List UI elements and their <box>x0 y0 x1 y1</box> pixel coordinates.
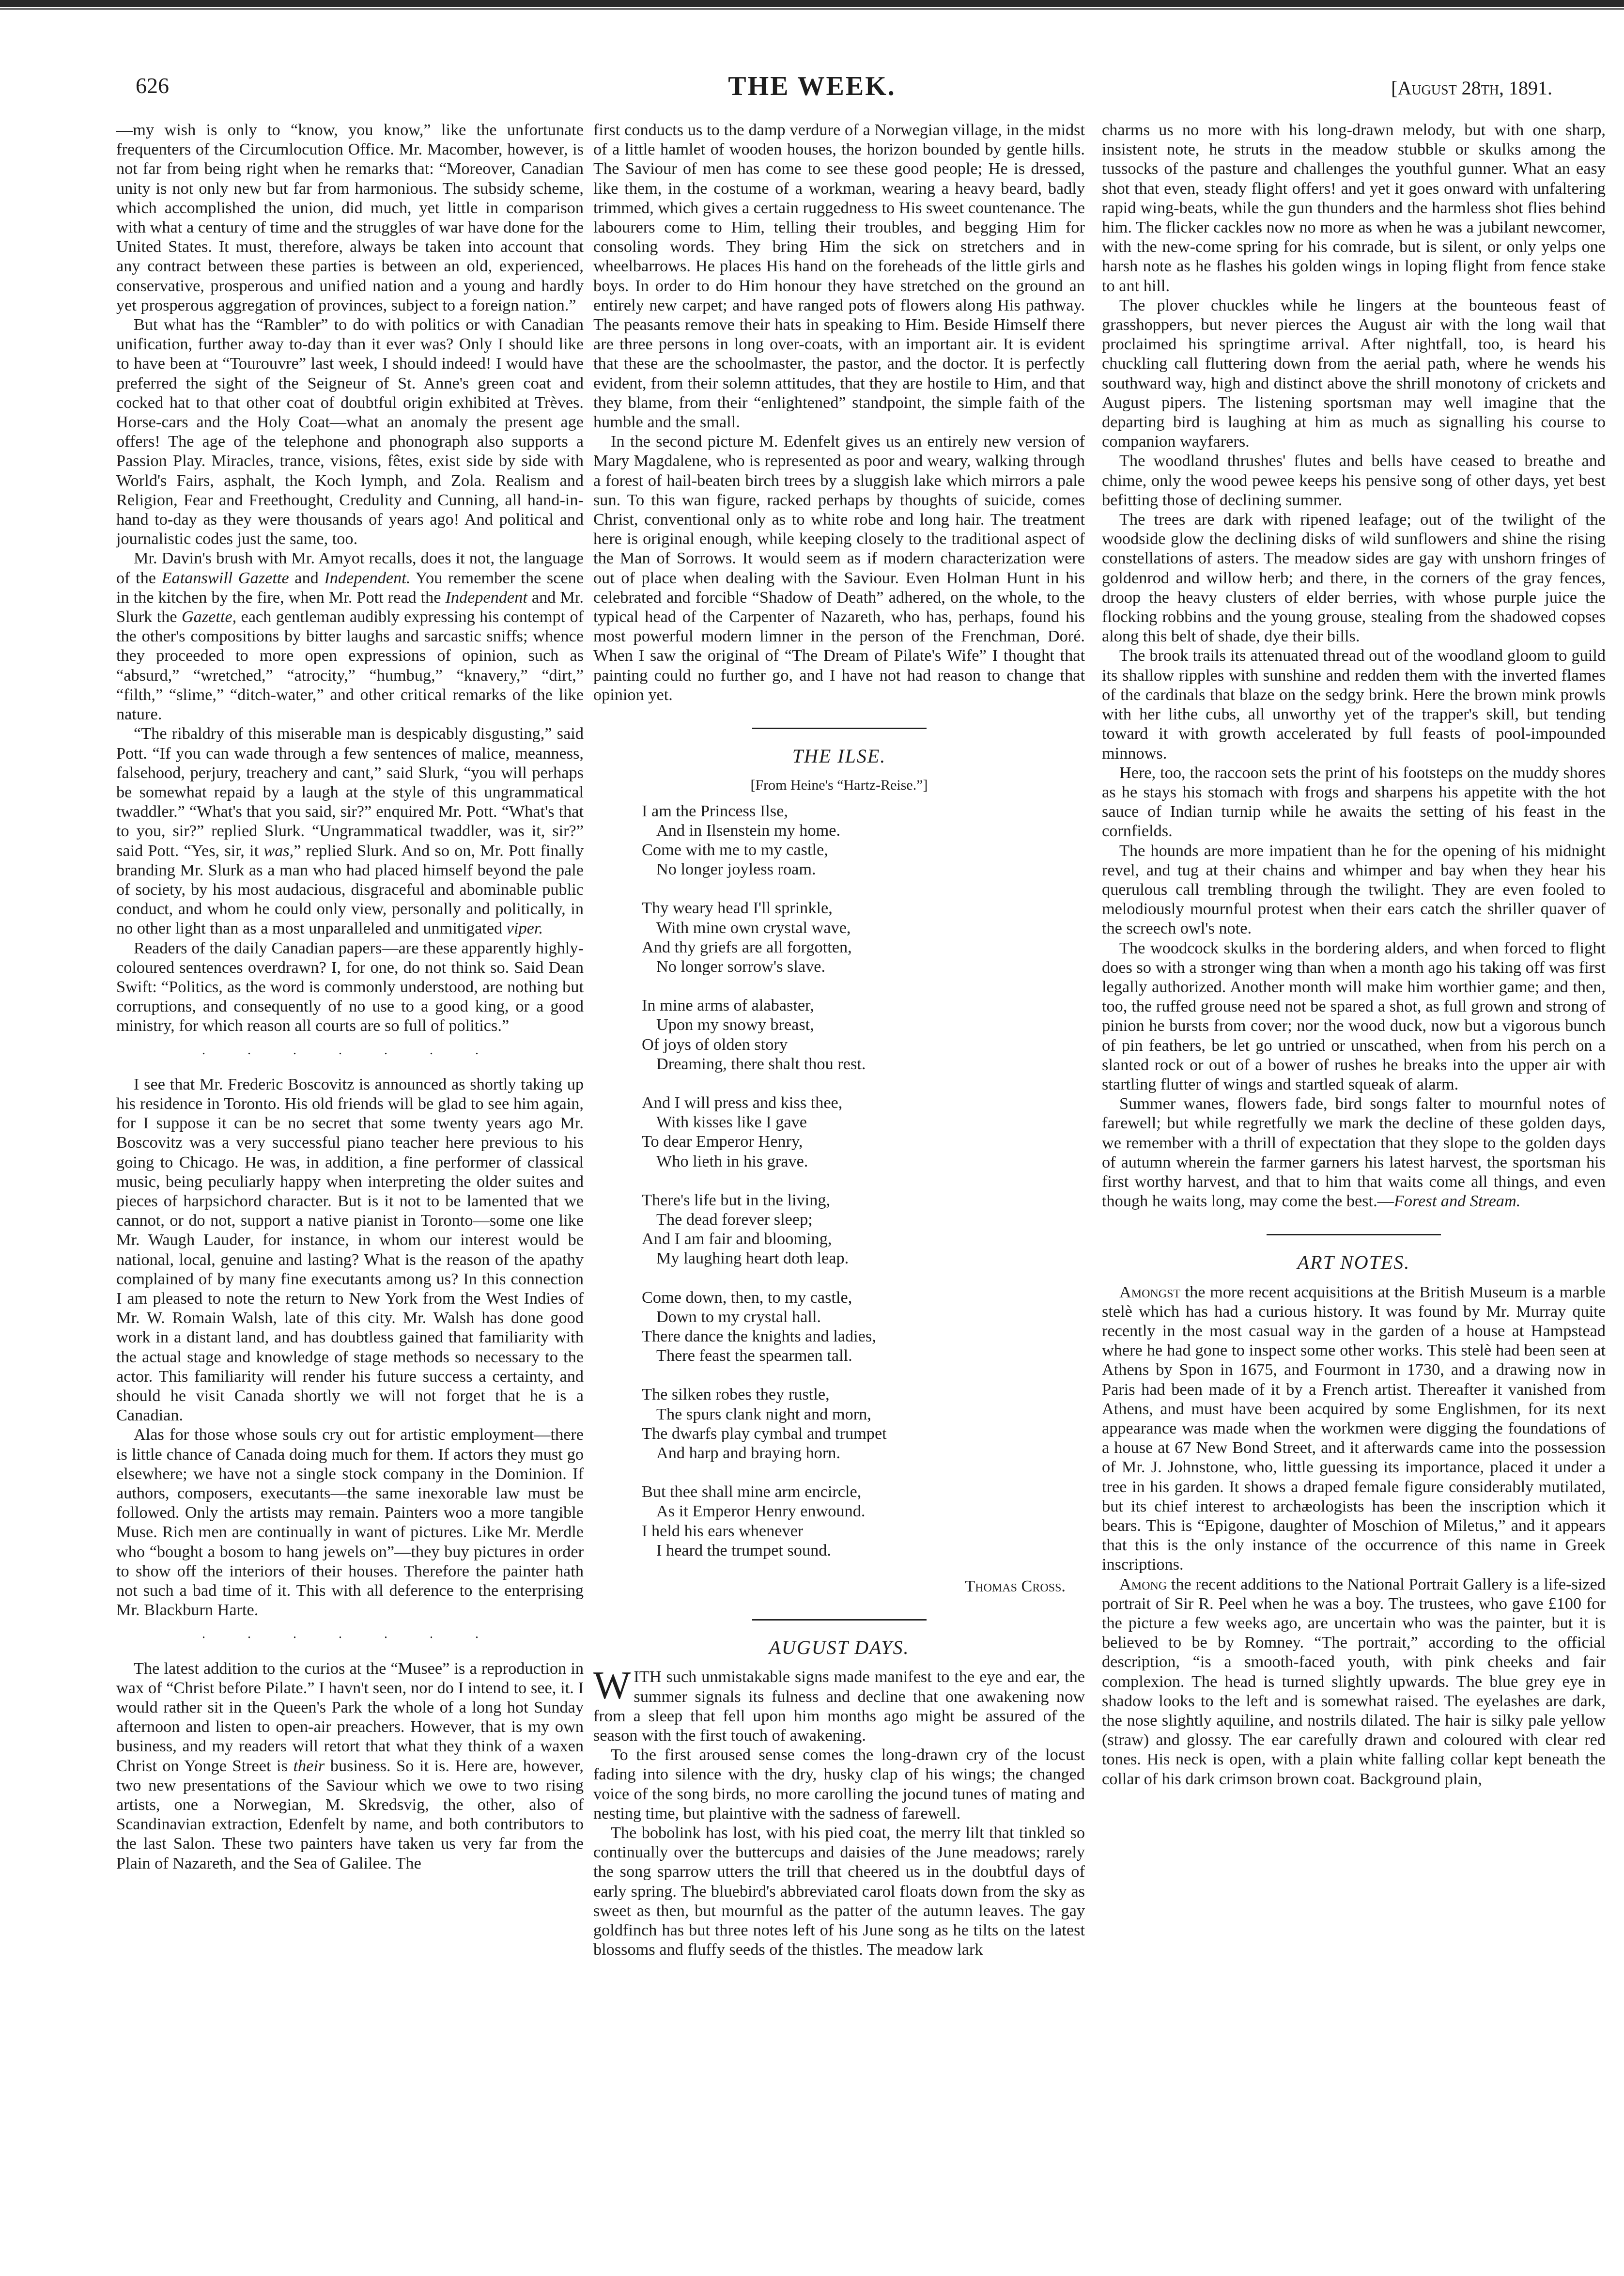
paragraph: Alas for those whose souls cry out for artistic employment—there is little chance of Canada doing much for them. If actors they must go elsewhere; we have not a single stock company in the Dominion. If authors, composers, executants—the same inexorable law must be followed. Only the artists may remain. Painters woo a more tangible Muse. Rich men are continually in want of pictures. Like Mr. Merdle who “bought a bosom to hang jewels on”—they buy pictures in order to show off the interiors of their houses. Therefore the painter hath not such a bad time of it. This with all deference to the enterprising Mr. Blackburn Harte. <box>116 1425 584 1620</box>
poem-line: Come with me to my castle, <box>642 840 828 859</box>
journal-title: THE WEEK. <box>728 71 896 101</box>
poem-stanza <box>642 1482 1085 1560</box>
top-border-thin <box>0 8 1624 10</box>
poem-line: The silken robes they rustle, <box>642 1385 830 1404</box>
poem-line: Dreaming, there shalt thou rest. <box>656 1054 866 1073</box>
section-separator: . . . . . . . <box>202 1626 498 1642</box>
poem-line: Come down, then, to my castle, <box>642 1288 852 1307</box>
column-3 <box>1102 120 1606 2247</box>
poem-stanza <box>642 1190 1085 1268</box>
divider-rule <box>1267 1234 1441 1235</box>
poem-line: The dead forever sleep; <box>656 1210 813 1229</box>
poem-line: To dear Emperor Henry, <box>642 1132 803 1151</box>
poem-line: There feast the spearmen tall. <box>656 1346 852 1365</box>
paragraph: The plover chuckles while he lingers at the bounteous feast of grasshoppers, but never pierces the August air with the long wail that proclaimed his springtime arrival. After nightfall, too, is heard his chuckling call fluttering down from the aerial path, where he wends his southward way, high and distinct above the shrill monotony of crickets and August pipers. The listening sportsman may well imagine that the departing bird is laughing at him as much as signalling his course to companion wayfarers. <box>1102 296 1606 451</box>
poem-line: The spurs clank night and morn, <box>656 1404 871 1423</box>
poem-author: Thomas Cross. <box>965 1577 1066 1595</box>
poem-line: With mine own crystal wave, <box>656 918 851 937</box>
poem-line: In mine arms of alabaster, <box>642 996 814 1015</box>
poem-line: As it Emperor Henry enwound. <box>656 1502 866 1521</box>
paragraph: first conducts us to the damp verdure of a Norwegian village, in the midst of a little hamlet of wooden houses, the horizon bounded by gentle hills. The Saviour of men has come to see these good people; He is dressed, like them, in the costume of a workman, wearing a heavy beard, badly trimmed, which gives a certain ruggedness to His sweet countenance. The labourers come to Him, telling their troubles, and begging Him for consoling words. They bring Him the sick on stretchers and in wheelbarrows. He places His hand on the foreheads of the little girls and boys. In order to do Him honour they have stretched on the ground an entirely new carpet; and have ranged pots of flowers along His pathway. The peasants remove their hats in speaking to Him. Beside Himself there are three persons in long over-coats, with an important air. It is evident that these are the schoolmaster, the pastor, and the doctor. It is perfectly evident, from their solemn attitudes, that they are hostile to Him, and that they blame, from their “enlightened” standpoint, the simple faith of the humble and the small. <box>593 121 1085 432</box>
paragraph: I see that Mr. Frederic Boscovitz is announced as shortly taking up his residence in Toronto. His old friends will be glad to see him again, for I suppose it can be no secret that some twenty years ago Mr. Boscovitz was a very successful piano teacher here previous to his going to Chicago. He was, in addition, a fine performer of classical music, being peculiarly happy when interpreting the older suites and pieces of harpsichord character. But is it not to be lamented that we cannot, or do not, support a native pianist in Toronto—some one like Mr. Waugh Lauder, for instance, in whom our interest would be national, local, genuine and lasting? What is the reason of the apathy complained of by many fine executants among us? In this connection I am pleased to note the return to New York from the West Indies of Mr. W. Romain Walsh, late of this city. Mr. Walsh has done good work in a distant land, and has doubtless gained that familiarity with the actual stage and knowledge of stage methods so necessary to the actor. This familiarity will render his future success a certainty, and should he visit Canada shortly we will not forget that he is a Canadian. <box>116 1075 584 1425</box>
paragraph: The bobolink has lost, with his pied coat, the merry lilt that tinkled so continually over the buttercups and daisies of the June meadows; rarely the song sparrow utters the trill that cheered us in the doubtful days of early spring. The bluebird's abbreviated carol floats down from the sky as sweet as then, but mournful as the patter of the autumn leaves. The gay goldfinch has but three notes left of his June song as he tilts on the latest blossoms and fluffy seeds of the thistles. The meadow lark <box>593 1824 1085 1959</box>
paragraph: In the second picture M. Edenfelt gives us an entirely new version of Mary Magdalene, who is represented as poor and weary, walking through a forest of hail-beaten birch trees by a sluggish lake which mirrors a pale sun. To this wan figure, racked perhaps by thoughts of suicide, comes Christ, conventional only as to white robe and long hair. The treatment here is original enough, while keeping closely to the traditional aspect of the Man of Sorrows. It would seem as if modern characterization were out of place when dealing with the Saviour. Even Holman Hunt in his celebrated and forcible “Shadow of Death” adhered, on the whole, to the typical head of the Carpenter of Nazareth, who has, perhaps, found his most powerful modern limner in the person of the Frenchman, Doré. When I saw the original of “The Dream of Pilate's Wife” I thought that painting could no further go, and I have not had reason to change that opinion yet. <box>593 432 1085 704</box>
paragraph: Amongst the more recent acquisitions at the British Museum is a marble stelè which has had a curious history. It was found by Mr. Murray quite recently in the most casual way in the garden of a house at Hampstead where he had gone to inspect some other works. This stelè had been seen at Athens by Spon in 1675, and Fourmont in 1730, and a drawing now in Paris had been made of it by a French artist. Thereafter it vanished from Athens, and must have been acquired by some Englishmen, for its next appearance was made when the workmen were digging the foundations of a house at 67 New Bond Street, and it afterwards came into the possession of Mr. J. Johnstone, who, little guessing its importance, placed it under a tree in his garden. It shows a draped female figure considerably mutilated, but its chief interest to archæologists has been the inscription which it bears. This is “Epigone, daughter of Moschion of Miletus,” and it appears that this is the only instance of the occurrence of this name in Greek inscriptions. <box>1102 1282 1606 1574</box>
poem-stanza <box>642 1385 1085 1463</box>
article-title: AUGUST DAYS. <box>769 1637 910 1659</box>
poem-stanza <box>642 996 1085 1074</box>
paragraph: The hounds are more impatient than he for the opening of his midnight revel, and tug at their chains and whimper and bay when they hear his querulous call trembling through the twilight. They are even fooled to melodiously mournful protest when their ears catch the shriller quaver of the screech owl's note. <box>1102 841 1606 938</box>
poem-line: No longer sorrow's slave. <box>656 957 826 976</box>
poem-line: And I will press and kiss thee, <box>642 1093 843 1112</box>
poem-line: I heard the trumpet sound. <box>656 1541 831 1559</box>
paragraph: Here, too, the raccoon sets the print of his footsteps on the muddy shores as he stays his stomach with frogs and sharpens his appetite with the hot sauce of Indian turnip while he awaits the setting of his feast in the cornfields. <box>1102 763 1606 841</box>
section-title: ART NOTES. <box>1297 1251 1410 1274</box>
paragraph: “The ribaldry of this miserable man is despicably disgusting,” said Pott. “If you can wade through a few sentences of malice, meanness, falsehood, perjury, treachery and cant,” said Slurk, “you will perhaps be somewhat repaid by a laugh at the style of this ungrammatical twaddler.” “What's that you said, sir?” enquired Mr. Pott. “What's that to you, sir?” replied Slurk. “Ungrammatical twaddler, was it, sir?” said Pott. “Yes, sir, it was,” replied Slurk. And so on, Mr. Pott finally branding Mr. Slurk as a man who had placed himself beyond the pale of society, by his most audacious, disgraceful and abominable public conduct, and whom he could only view, personally and politically, in no other light than as a most unparalleled and unmitigated viper. <box>116 724 584 938</box>
paragraph: The latest addition to the curios at the “Musee” is a reproduction in wax of “Christ before Pilate.” I havn't seen, nor do I intend to see, it. I would rather sit in the Queen's Park the whole of a long hot Sunday afternoon and listen to open-air preachers. However, that is my own business, and my readers will retort that what they think of a waxen Christ on Yonge Street is their business. So it is. Here are, however, two new presentations of the Saviour which we owe to two rising artists, one a Norwegian, M. Skredsvig, the other, also of Scandinavian extraction, Edenfelt by name, and both contributors to the last Salon. These two painters have taken us very far from the Plain of Nazareth, and the Sea of Galilee. The <box>116 1659 584 1872</box>
poem-line: I am the Princess Ilse, <box>642 801 788 820</box>
column-2 <box>593 120 1085 2247</box>
poem-line: Of joys of olden story <box>642 1035 788 1054</box>
poem-line: And in Ilsenstein my home. <box>656 821 841 840</box>
poem-line: I held his ears whenever <box>642 1521 804 1540</box>
poem-line: With kisses like I gave <box>656 1113 807 1132</box>
poem-line: But thee shall mine arm encircle, <box>642 1482 862 1501</box>
poem-line: My laughing heart doth leap. <box>656 1249 849 1268</box>
paragraph: But what has the “Rambler” to do with politics or with Canadian unification, further away to-day than it ever was? Only I should like to have been at “Tourouvre” last week, I should indeed! I would have preferred the sight of the Seigneur of St. Anne's green coat and cocked hat to that other coat of doubtful origin exhibited at Trèves. Horse-cars and the Holy Coat—what an anomaly the present age offers! The age of the telephone and phonograph also supports a Passion Play. Miracles, trance, visions, fêtes, exist side by side with World's Fairs, asphalt, the Koch lymph, and Zola. Realism and Religion, Fear and Freethought, Credulity and Cunning, all hand-in-hand to-day as they were thousands of years ago! And political and journalistic codes just the same, too. <box>116 315 584 548</box>
paragraph: Summer wanes, flowers fade, bird songs falter to mournful notes of farewell; but while regretfully we mark the decline of these golden days, we remember with a thrill of expectation that they slope to the golden days of autumn wherein the farmer garners his latest harvest, the sportsman his first worthy harvest, and that to him that waits come all things, and even though he waits long, may come the best.—Forest and Stream. <box>1102 1094 1606 1211</box>
paragraph: The brook trails its attenuated thread out of the woodland gloom to guild its shallow ripples with sunshine and redden them with the inverted flames of the cardinals that blaze on the sedgy brink. Here the brown mink prowls with her lithe cubs, all unworthy yet of the trapper's skill, but tending toward it with growth accelerated by full feasts of pool-impounded minnows. <box>1102 646 1606 763</box>
paragraph: charms us no more with his long-drawn melody, but with one sharp, insistent note, he struts in the meadow stubble or skulks among the tussocks of the pasture and challenges the youthful gunner. What an easy shot that even, steady flight offers! and yet it goes onward with unfaltering rapid wing-beats, while the gun thunders and the harmless shot flies behind him. The flicker cackles now no more as when he was a jubilant newcomer, with the new-come spring for his comrade, but is silent, or only yelps one harsh note as he flashes his golden wings in loping flight from fence stake to ant hill. <box>1102 121 1606 295</box>
poem-stanza <box>642 801 1085 879</box>
poem-line: There's life but in the living, <box>642 1190 831 1209</box>
paragraph: The woodcock skulks in the bordering alders, and when forced to flight does so with a stronger wing than when a month ago his taking off was first legally authorized. Another month will make him worthier game; and then, too, the ruffed grouse need not be spared a shot, as full grown and strong of pinion he bursts from cover; nor the wood duck, now but a vigorous bunch of pin feathers, be let go untried or unscathed, when from his perch on a slanted rock or out of a bower of rushes he breaks into the upper air with startling flutter of wings and startled squeak of alarm. <box>1102 938 1606 1093</box>
poem-line: The dwarfs play cymbal and trumpet <box>642 1424 887 1443</box>
paragraph: The woodland thrushes' flutes and bells have ceased to breathe and chime, only the wood pewee keeps his pensive song of other days, yet best befitting those of declining summer. <box>1102 452 1606 509</box>
poem-stanza <box>642 1093 1085 1171</box>
divider-rule <box>752 1619 927 1621</box>
top-border <box>0 0 1624 7</box>
paragraph: WITH such unmistakable signs made manifest to the eye and ear, the summer signals its fulness and decline that one awakening now from a sleep that fell upon him months ago might be assured of the season with the first touch of awakening. <box>593 1663 1085 1745</box>
paragraph: Mr. Davin's brush with Mr. Amyot recalls, does it not, the language of the Eatanswill Gazette and Independent. You remember the scene in the kitchen by the fire, when Mr. Pott read the Independent and Mr. Slurk the Gazette, each gentleman audibly expressing his contempt of the other's compositions by bitter laughs and sarcastic sniffs; whence they proceeded to more open expressions of opinion, such as “absurd,” “wretched,” “atrocity,” “humbug,” “knavery,” “dirt,” “filth,” “slime,” “ditch-water,” and other critical remarks of the like nature. <box>116 549 584 724</box>
poem-line: Who lieth in his grave. <box>656 1152 808 1170</box>
poem <box>642 801 1085 1560</box>
paragraph: To the first aroused sense comes the long-drawn cry of the locust fading into silence with the dry, husky clap of his wings; the changed voice of the song birds, no more carolling the jocund tunes of mating and nesting time, but plaintive with the sadness of farewell. <box>593 1746 1085 1823</box>
poem-line: There dance the knights and ladies, <box>642 1326 876 1345</box>
page-number: 626 <box>136 73 169 98</box>
paragraph: The trees are dark with ripened leafage; out of the twilight of the woodside glow the declining disks of wild sunflowers and shine the rising constellations of asters. The meadow sides are gay with unshorn fringes of goldenrod and willow herb; and there, in the corners of the gray fences, droop the heavy clusters of elder berries, with whose purple juice the flocking robbins and the young grouse, stealing from the shadowed copses along this belt of shade, dye their bills. <box>1102 510 1606 646</box>
paragraph: Among the recent additions to the National Portrait Gallery is a life-sized portrait of Sir R. Peel when he was a boy. The trustees, who gave £100 for the picture a few weeks ago, are uncertain who was the painter, but it is believed to be by Romney. “The portrait,” according to the official description, “is a smooth-faced youth, with pink cheeks and fair complexion. The head is turned slightly upwards. The blue grey eye in shadow looks to the left and is somewhat raised. The eyelashes are dark, the nose slightly aquiline, and nostrils dilated. The hair is silky pale yellow (straw) and glossy. The ear carefully drawn and coloured with clear red tones. His neck is open, with a plain white falling collar kept beneath the collar of his dark crimson brown coat. Background plain, <box>1102 1574 1606 1788</box>
poem-line: And I am fair and blooming, <box>642 1230 832 1248</box>
poem-line: And harp and braying horn. <box>656 1443 841 1462</box>
column-1 <box>116 120 584 2247</box>
poem-stanza <box>642 1288 1085 1366</box>
paragraph: —my wish is only to “know, you know,” like the unfortunate frequenters of the Circumlocution Office. Mr. Macomber, however, is not far from being right when he remarks that: “Moreover, Canadian unity is not only new but far from harmonious. The subsidy scheme, which accomplished the union, did much, yet little in comparison with what a century of time and the struggles of war have done for the United States. It must, therefore, always be taken into account that any contract between these parties is between an old, experienced, conservative, prosperous and unified nation and a young and hardly yet prosperous aggregation of provinces, subject to a foreign nation.” <box>116 121 584 314</box>
issue-date: [August 28th, 1891. <box>1391 77 1552 99</box>
poem-line: Upon my snowy breast, <box>656 1015 814 1034</box>
divider-rule <box>752 728 927 729</box>
page-header <box>0 73 1624 111</box>
paragraph: Readers of the daily Canadian papers—are these apparently highly-coloured sentences overdrawn? I, for one, do not think so. Said Dean Swift: “Politics, as the word is commonly understood, are nothing but corruptions, and consequently of no use to a good king, or a good ministry, for which reason all courts are so full of politics.” <box>116 938 584 1035</box>
poem-line: Thy weary head I'll sprinkle, <box>642 899 833 918</box>
poem-line: Down to my crystal hall. <box>656 1307 821 1326</box>
poem-source: [From Heine's “Hartz-Reise.”] <box>750 777 928 794</box>
poem-line: No longer joyless roam. <box>656 860 816 879</box>
poem-line: And thy griefs are all forgotten, <box>642 937 852 956</box>
section-separator: . . . . . . . <box>202 1042 498 1058</box>
poem-stanza <box>642 898 1085 976</box>
drop-cap: W <box>593 1663 631 1708</box>
poem-title: THE ILSE. <box>792 745 886 767</box>
